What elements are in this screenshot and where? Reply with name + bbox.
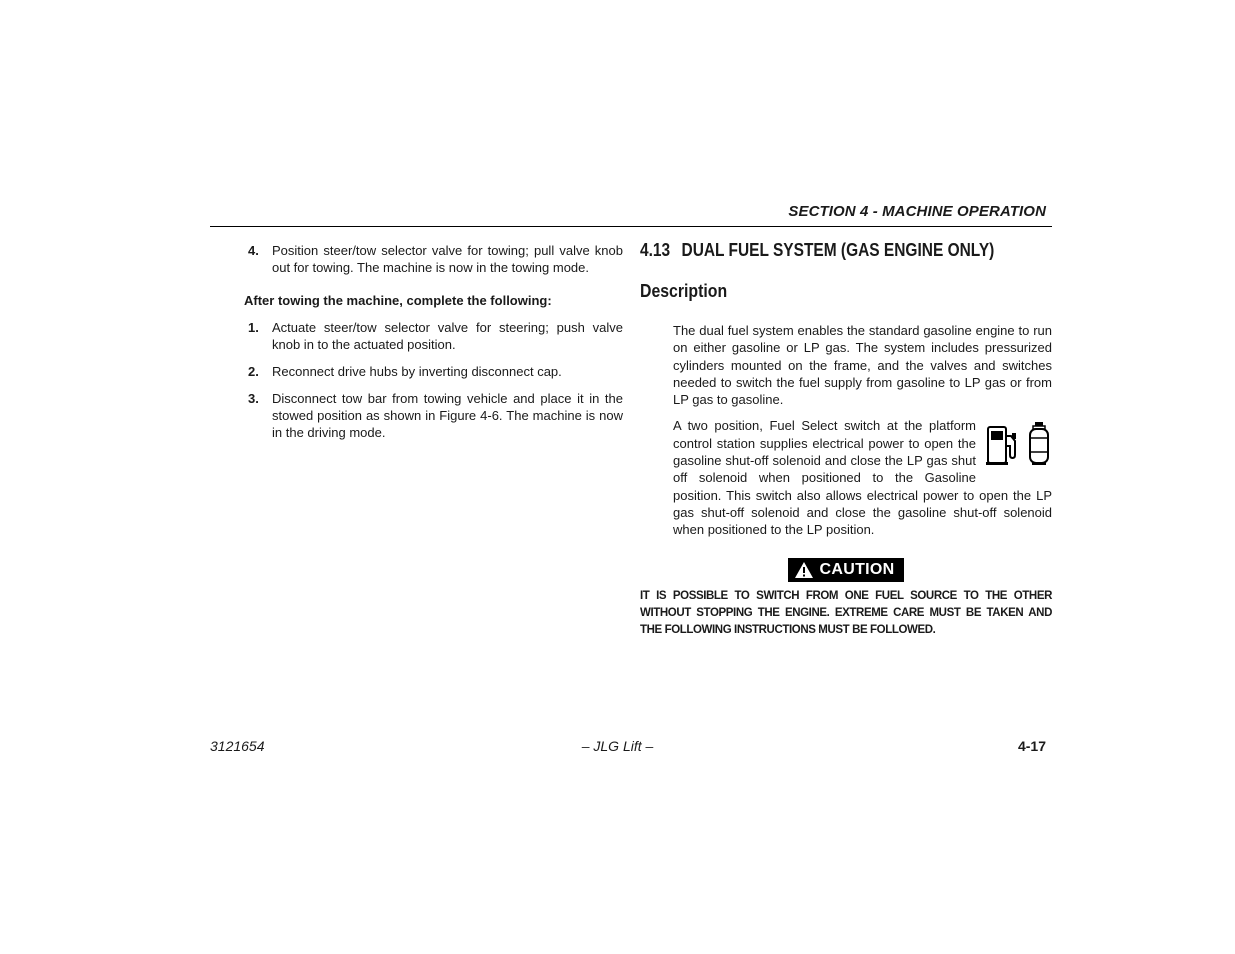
section-number: 4.13: [640, 240, 671, 260]
document-number: 3121654: [210, 738, 265, 754]
right-column: [640, 240, 1052, 639]
step-number: 3.: [248, 391, 259, 406]
step-item: [244, 319, 623, 353]
step-number: 1.: [248, 320, 259, 335]
description-paragraph: The dual fuel system enables the standard gasoline engine to run on either gasoline or LP gas. The system includes pressurized cylinders mounted on the frame, and the valves and switches needed to switch the fuel supply from gasoline to LP gas or from LP gas to gasoline.: [673, 323, 1052, 408]
fuel-select-paragraph: [673, 417, 1052, 538]
subsection-title: Description: [640, 281, 728, 301]
header-rule: [210, 226, 1052, 227]
step-number: 2.: [248, 364, 259, 379]
caution-text: IT IS POSSIBLE TO SWITCH FROM ONE FUEL SOURCE TO THE OTHER WITHOUT STOPPING THE ENGINE. EXTREME CARE MUST BE TAKEN AND THE FOLLOWING INSTRUCTIONS MUST BE FOLLOWED.: [640, 589, 1052, 636]
step-text: Reconnect drive hubs by inverting disconnect cap.: [272, 364, 562, 379]
left-column: [244, 242, 623, 451]
step-item: [244, 363, 623, 380]
step-text: Actuate steer/tow selector valve for steering; push valve knob in to the actuated position.: [272, 320, 623, 352]
caution-label: CAUTION: [819, 560, 895, 578]
step-item: [244, 242, 623, 276]
caution-badge: [788, 558, 905, 582]
step-text: Disconnect tow bar from towing vehicle and place it in the stowed position as shown in Figure 4-6. The machine is now in the driving mode.: [272, 391, 623, 440]
page-number: 4-17: [1017, 738, 1046, 754]
footer-brand: – JLG Lift –: [581, 738, 654, 754]
step-number: 4.: [248, 243, 259, 258]
step-text: Position steer/tow selector valve for towing; pull valve knob out for towing. The machine is now in the towing mode.: [272, 243, 623, 275]
warning-triangle-icon: [794, 561, 814, 579]
section-heading: [640, 240, 994, 261]
section-title: DUAL FUEL SYSTEM (GAS ENGINE ONLY): [681, 240, 995, 260]
fuel-pump-icon: [986, 424, 1020, 466]
fuel-select-text: A two position, Fuel Select switch at the platform control station supplies electrical power to open the gasoline shut-off solenoid and close the LP gas shut off solenoid when positioned to the Gasoline position. This switch also allows electrical power to open the LP gas shut-off solenoid and close the gasoline shut-off solenoid when positioned to the LP position.: [673, 418, 1052, 538]
lp-gas-cylinder-icon: [1028, 422, 1050, 466]
caution-block: [640, 558, 1052, 584]
section-header: SECTION 4 - MACHINE OPERATION: [788, 203, 1046, 220]
step-item: [244, 390, 623, 441]
fuel-icons: [986, 420, 1052, 466]
after-towing-subheading: After towing the machine, complete the following:: [244, 293, 552, 308]
